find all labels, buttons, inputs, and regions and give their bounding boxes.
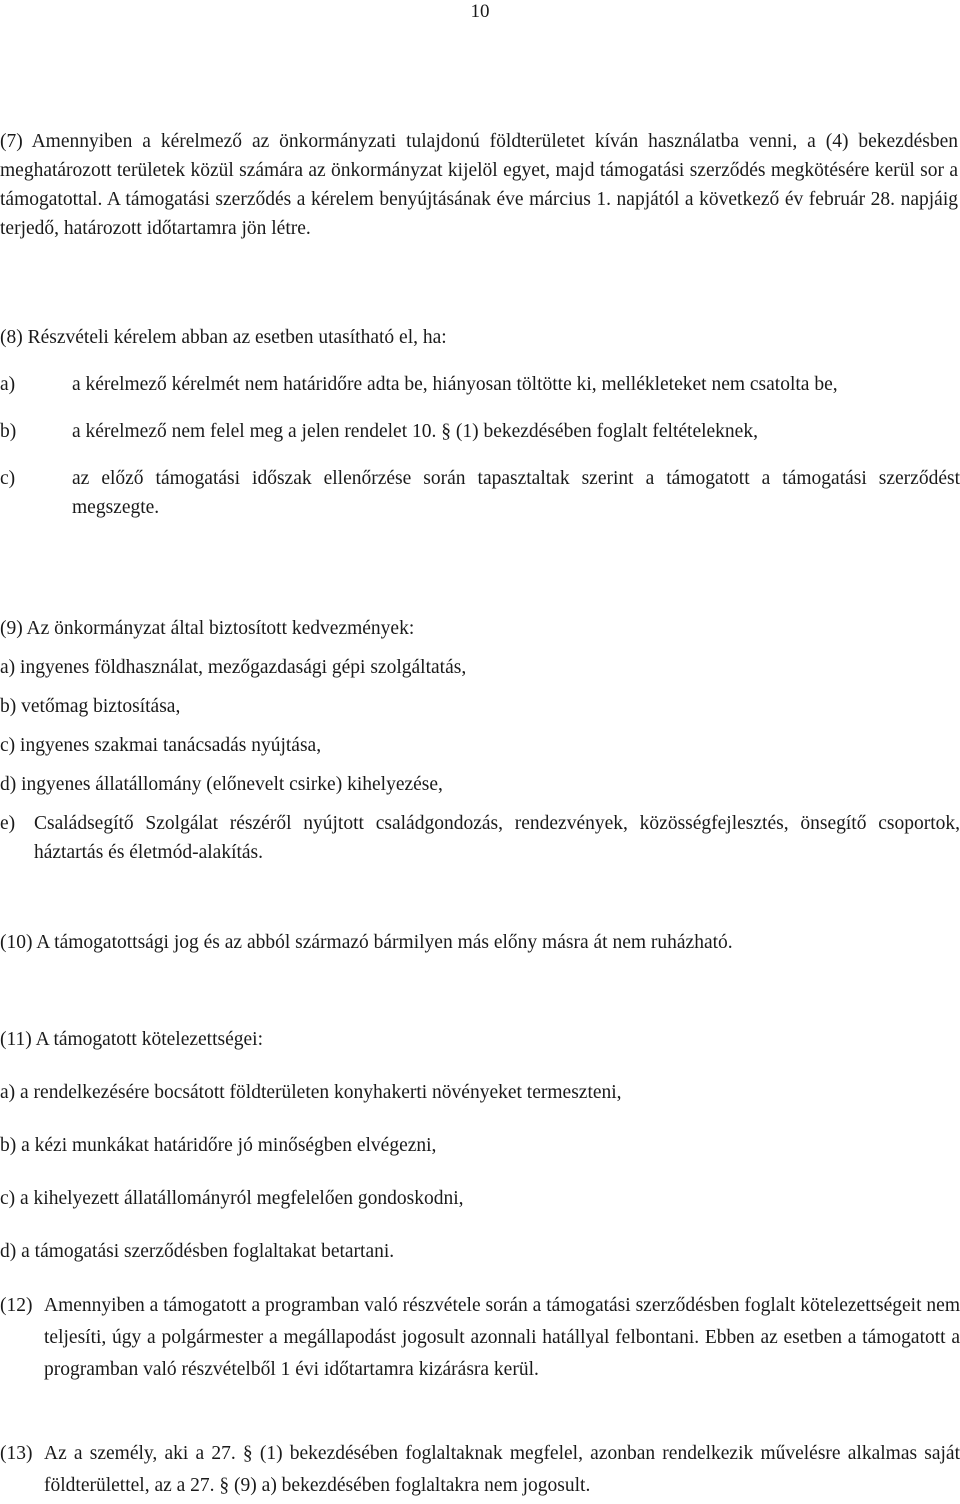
list-item: c) a kihelyezett állatállományról megfelelően gondoskodni,: [0, 1188, 464, 1209]
list-item: d) a támogatási szerződésben foglaltakat betartani.: [0, 1241, 395, 1262]
paragraph-7: [0, 127, 960, 243]
list-item-label: b): [0, 421, 17, 442]
list-item-text: a kérelmező kérelmét nem határidőre adta be, hiányosan töltötte ki, mellékleteket nem csatolta be,: [72, 374, 838, 395]
paragraph-number: (12): [0, 1295, 33, 1316]
list-item: b) a kézi munkákat határidőre jó minőségben elvégezni,: [0, 1135, 437, 1156]
list-item: a) a rendelkezésére bocsátott földterületen konyhakerti növényeket termeszteni,: [0, 1082, 622, 1103]
list-item: [0, 464, 960, 522]
paragraph-12: [0, 1290, 960, 1386]
numbered-paragraph: [0, 1438, 960, 1502]
paragraph-11: [0, 1025, 960, 1266]
paragraph-10: [0, 928, 960, 957]
list-item-label: a): [0, 374, 16, 395]
list-item-text: az előző támogatási időszak ellenőrzése során tapasztaltak szerint a támogatott a támogatási szerződést megszegte.: [72, 468, 960, 518]
numbered-paragraph: [0, 1290, 960, 1386]
paragraph-number: (13): [0, 1443, 33, 1464]
list-item: [0, 417, 960, 446]
paragraph-8-intro: (8) Részvételi kérelem abban az esetben utasítható el, ha:: [0, 327, 447, 348]
list-item-label: c): [0, 468, 16, 489]
paragraph-8: [0, 323, 960, 522]
list-item: [0, 370, 960, 399]
paragraph-10-text: (10) A támogatottsági jog és az abból származó bármilyen más előny másra át nem ruházható.: [0, 932, 733, 953]
list-item-text: a kérelmező nem felel meg a jelen rendelet 10. § (1) bekezdésében foglalt feltételeknek,: [72, 421, 758, 442]
paragraph-text: Amennyiben a támogatott a programban való részvétele során a támogatási szerződésben foglalt kötelezettségeit nem teljesíti, úgy a polgármester a megállapodást jogosult azonnali hatállyal felbontani. Ebben az esetben a támogatott a programban való részvételből 1 évi időtartamra kizárásra kerül.: [44, 1295, 960, 1380]
page-number: 10: [470, 1, 490, 22]
list-item-text: Családsegítő Szolgálat részéről nyújtott családgondozás, rendezvények, közösségfejlesztés, önsegítő csoportok, háztartás és életmód-alakítás.: [34, 813, 960, 863]
paragraph-9: [0, 614, 960, 867]
list-item: a) ingyenes földhasználat, mezőgazdasági gépi szolgáltatás,: [0, 657, 467, 678]
list-item: [0, 809, 960, 867]
paragraph-11-intro: (11) A támogatott kötelezettségei:: [0, 1029, 263, 1050]
paragraph-text: Az a személy, aki a 27. § (1) bekezdésében foglaltaknak megfelel, azonban rendelkezik művelésre alkalmas saját földterülettel, az a 27. § (9) a) bekezdésében foglaltakra nem jogosult.: [44, 1443, 960, 1496]
list-item: d) ingyenes állatállomány (előnevelt csirke) kihelyezése,: [0, 774, 443, 795]
list-item-label: e): [0, 813, 16, 834]
paragraph-13: [0, 1438, 960, 1502]
list-item: c) ingyenes szakmai tanácsadás nyújtása,: [0, 735, 322, 756]
paragraph-7-text: (7) Amennyiben a kérelmező az önkormányzati tulajdonú földterületet kíván használatba venni, a (4) bekezdésben meghatározott területek közül számára az önkormányzat kijelöl egyet, majd támogatási szerződés megkötésére kerül sor a támogatottal. A támogatási szerződés a kérelem benyújtásának éve március 1. napjától a következő év február 28. napjáig terjedő, határozott időtartamra jön létre.: [0, 131, 958, 239]
paragraph-9-intro: (9) Az önkormányzat által biztosított kedvezmények:: [0, 618, 415, 639]
list-item: b) vetőmag biztosítása,: [0, 696, 181, 717]
